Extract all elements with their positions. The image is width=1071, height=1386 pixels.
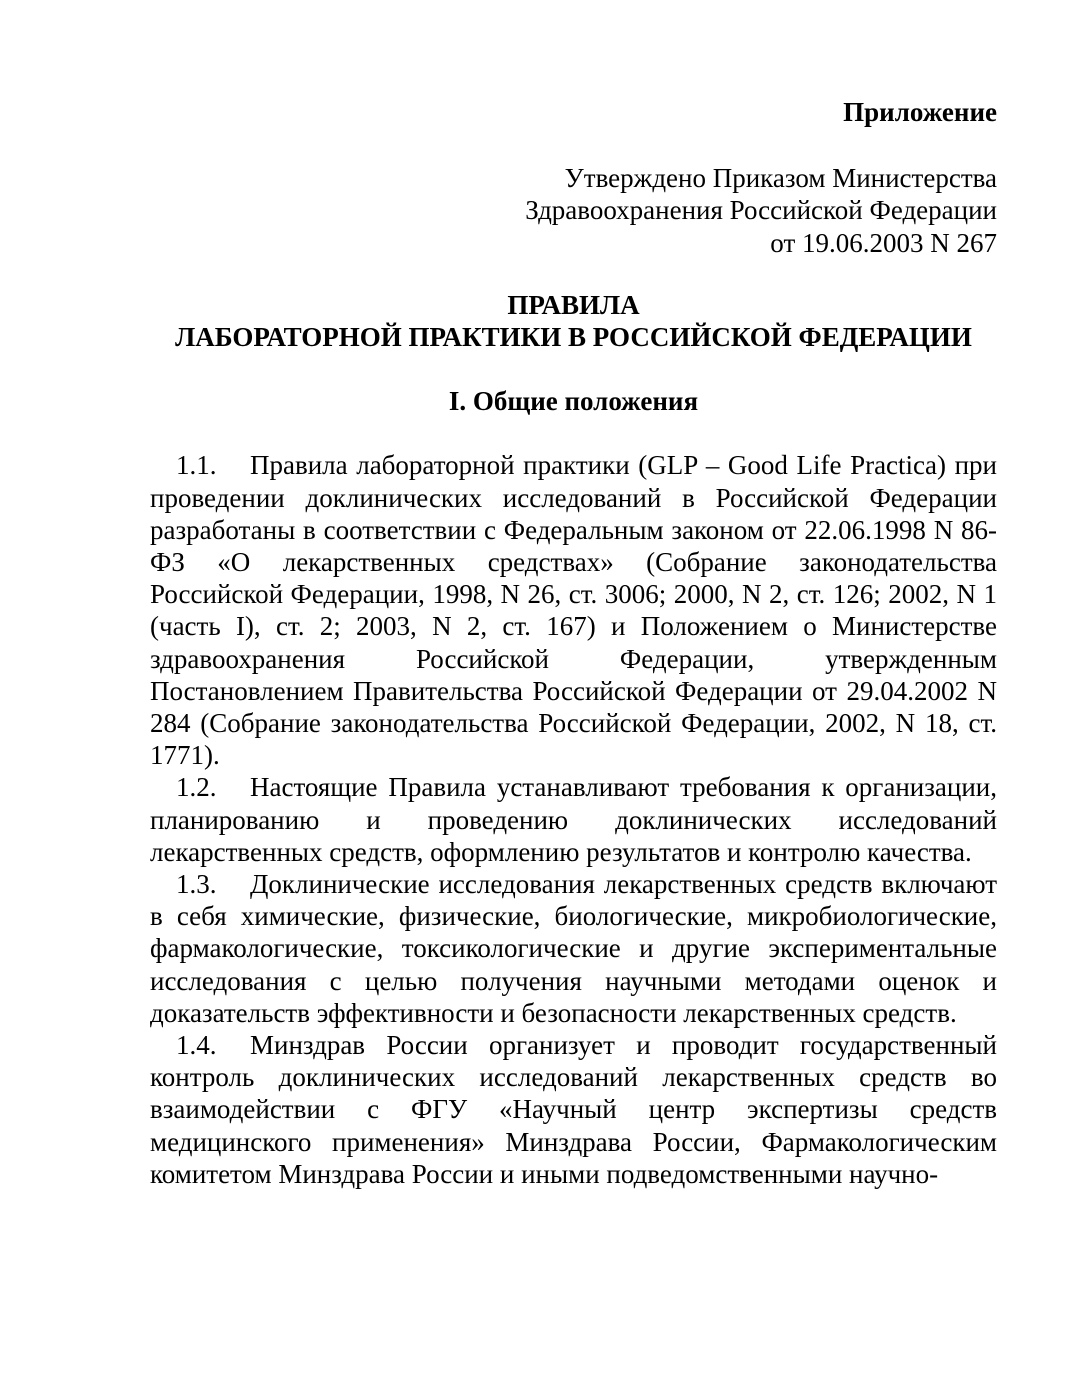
paragraph-text: Доклинические исследования лекарственных средств включают в себя химические, физические, биологические, микробиологические, фармакологические, токсикологические и другие экспериментальные исследования с целью получения научными методами оценок и доказательств эффективности и безопасности лекарственных средств. bbox=[150, 869, 997, 1028]
section-heading: I. Общие положения bbox=[448, 386, 699, 417]
paragraph-1-3 bbox=[150, 868, 997, 1029]
paragraph-text: Минздрав России организует и проводит государственный контроль доклинических исследований лекарственных средств во взаимодействии с ФГУ «Научный центр экспертизы средств медицинского применения» Минздрава России, Фармакологическим комитетом Минздрава России и иными подведомственными научно- bbox=[150, 1030, 997, 1189]
appendix-label: Приложение bbox=[843, 97, 997, 127]
paragraph-1-2 bbox=[150, 771, 997, 868]
paragraph-number: 1.1. bbox=[176, 450, 217, 481]
paragraph-1-4 bbox=[150, 1029, 997, 1190]
paragraph-number: 1.4. bbox=[176, 1030, 217, 1061]
title-line-2: ЛАБОРАТОРНОЙ ПРАКТИКИ В РОССИЙСКОЙ ФЕДЕРАЦИИ bbox=[175, 322, 972, 353]
approval-line: Утверждено Приказом Министерства bbox=[564, 163, 997, 194]
paragraph-number: 1.2. bbox=[176, 772, 217, 803]
approval-block bbox=[150, 162, 997, 259]
paragraph-number: 1.3. bbox=[176, 869, 217, 900]
title-line-1: ПРАВИЛА bbox=[507, 289, 640, 320]
paragraph-text: Правила лабораторной практики (GLP – Good Life Practica) при проведении доклинических исследований в Российской Федерации разработаны в соответствии с Федеральным законом от 22.06.1998 N 86-ФЗ «О лекарственных средствах» (Собрание законодательства Российской Федерации, 1998, N 26, ст. 3006; 2000, N 2, ст. 126; 2002, N 1 (часть I), ст. 2; 2003, N 2, ст. 167) и Положением о Министерстве здравоохранения Российской Федерации, утвержденным Постановлением Правительства Российской Федерации от 29.04.2002 N 284 (Собрание законодательства Российской Федерации, 2002, N 18, ст. 1771). bbox=[150, 450, 997, 771]
paragraph-1-1 bbox=[150, 449, 997, 771]
approval-date-line: от 19.06.2003 N 267 bbox=[770, 227, 997, 258]
document-title bbox=[150, 289, 997, 353]
document-page bbox=[150, 96, 997, 1190]
approval-line: Здравоохранения Российской Федерации bbox=[525, 195, 997, 226]
paragraph-text: Настоящие Правила устанавливают требования к организации, планированию и проведению доклинических исследований лекарственных средств, оформлению результатов и контролю качества. bbox=[150, 772, 997, 867]
